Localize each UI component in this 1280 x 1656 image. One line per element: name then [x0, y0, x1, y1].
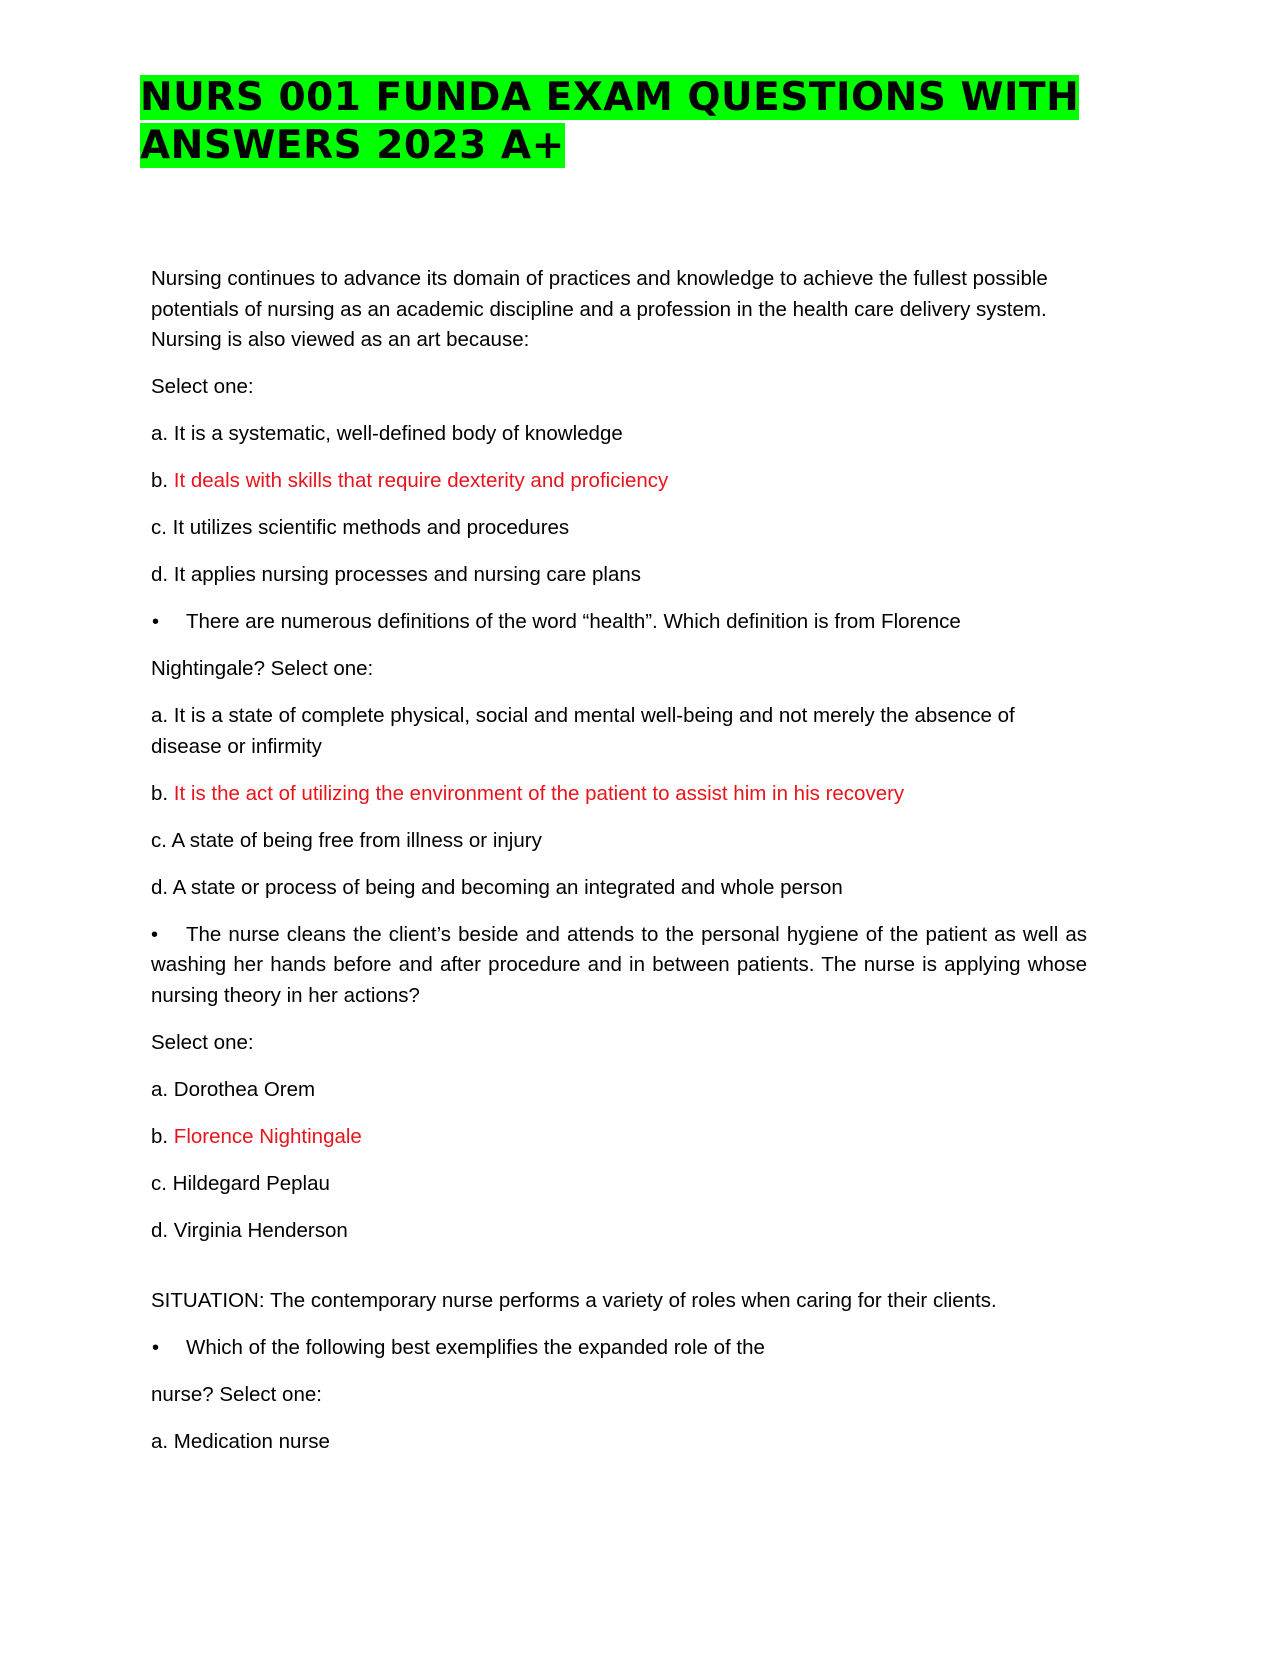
question-3-option-b	[151, 1122, 1087, 1153]
question-3-stem	[151, 920, 1087, 1012]
question-3-option-d: d. Virginia Henderson	[151, 1218, 348, 1242]
question-2-option-c: c. A state of being free from illness or injury	[151, 828, 542, 852]
situation-text: SITUATION: The contemporary nurse performs a variety of roles when caring for their clients.	[151, 1289, 997, 1312]
title-highlight: NURS 001 FUNDA EXAM QUESTIONS WITH ANSWERS 2023 A+	[140, 75, 1080, 168]
question-3-correct-answer: Florence Nightingale	[173, 1124, 362, 1148]
question-3-stem-text: The nurse cleans the client’s beside and attends to the personal hygiene of the patient as well as washing her hands before and after procedure and in between patients. The nurse is applying whose nursing theory in her actions?	[151, 922, 1087, 1007]
question-4-stem-text: Which of the following best exemplifies the expanded role of the	[186, 1336, 765, 1359]
question-2-option-b	[151, 779, 1087, 810]
option-b-prefix: b.	[151, 469, 174, 492]
document-body	[151, 264, 1087, 1474]
question-1-correct-answer: It deals with skills that require dexterity and proficiency	[173, 469, 669, 492]
question-2-option-a: a. It is a state of complete physical, social and mental well-being and not merely the absence of disease or infirmity	[151, 704, 1015, 758]
question-2-stem	[151, 607, 1087, 638]
question-1-option-d: d. It applies nursing processes and nursing care plans	[151, 563, 642, 586]
question-1-option-a: a. It is a systematic, well-defined body of knowledge	[151, 422, 623, 445]
option-b-prefix: b.	[151, 781, 174, 805]
question-2-stem-text: There are numerous definitions of the word “health”. Which definition is from Florence	[186, 610, 961, 633]
question-4-option-a: a. Medication nurse	[151, 1430, 330, 1453]
option-b-prefix: b.	[151, 1124, 174, 1148]
question-2-correct-answer: It is the act of utilizing the environment of the patient to assist him in his recovery	[173, 781, 905, 805]
question-4-stem-continued: nurse? Select one:	[151, 1383, 322, 1406]
question-1-option-b	[151, 466, 1087, 497]
question-2-option-d: d. A state or process of being and becoming an integrated and whole person	[151, 875, 843, 899]
bullet-icon: •	[152, 1337, 160, 1359]
question-1-prompt: Select one:	[151, 375, 254, 398]
question-1-stem: Nursing continues to advance its domain of practices and knowledge to achieve the fullest possible potentials of nursing as an academic discipline and a profession in the health care delivery system. Nursing is also viewed as an art because:	[151, 267, 1048, 351]
document-title	[140, 74, 1140, 170]
question-3-option-c: c. Hildegard Peplau	[151, 1171, 330, 1195]
bullet-icon: •	[151, 923, 159, 946]
question-2-stem-continued: Nightingale? Select one:	[151, 657, 374, 680]
question-4-stem	[151, 1333, 1087, 1364]
question-1-option-c: c. It utilizes scientific methods and procedures	[151, 516, 570, 539]
question-3-prompt: Select one:	[151, 1030, 254, 1054]
bullet-icon: •	[152, 611, 160, 633]
question-3-option-a: a. Dorothea Orem	[151, 1077, 316, 1101]
